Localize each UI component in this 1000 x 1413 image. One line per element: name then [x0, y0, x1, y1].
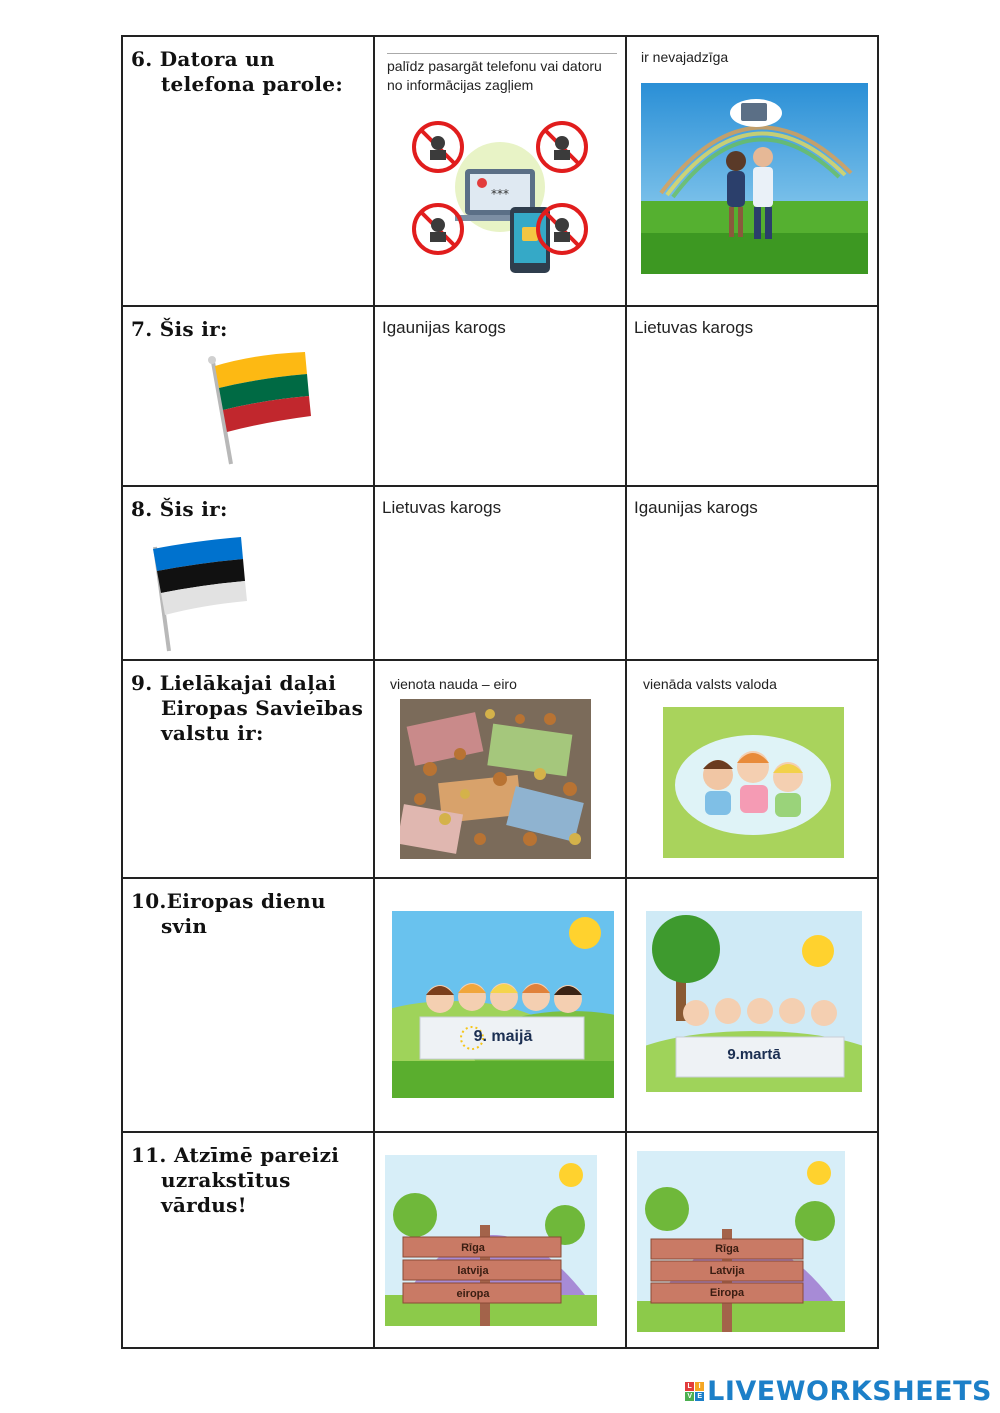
password-protection-icon [410, 117, 590, 277]
question-cell [122, 660, 374, 878]
option-label: Igaunijas karogs [634, 498, 758, 517]
children-languages-image [663, 707, 844, 858]
option-caption: ir nevajadzīga [641, 49, 729, 65]
answer-option-b[interactable] [626, 660, 878, 878]
answer-option-a[interactable] [374, 660, 626, 878]
logo-mark-icon: L I V E [685, 1382, 704, 1401]
answer-option-a[interactable] [374, 878, 626, 1132]
answer-option-a[interactable] [374, 486, 626, 660]
word-latvija-capital: Latvija [709, 1265, 745, 1277]
may-date-label: 9. maijā [473, 1028, 533, 1045]
question-row-8 [122, 486, 878, 660]
option-caption: vienāda valsts valoda [643, 676, 777, 692]
question-text: 6. Datora un telefona parole: [131, 47, 344, 96]
answer-option-b[interactable] [626, 306, 878, 486]
option-label: Lietuvas karogs [382, 498, 502, 517]
option-label: Lietuvas karogs [634, 318, 754, 337]
option-caption: vienota nauda – eiro [390, 676, 517, 692]
question-cell [122, 486, 374, 660]
europe-day-may-image [392, 911, 614, 1098]
question-row-9 [122, 660, 878, 878]
signpost-lowercase-image [385, 1155, 597, 1326]
option-label: Igaunijas karogs [382, 318, 506, 337]
question-row-7 [122, 306, 878, 486]
question-cell [122, 306, 374, 486]
question-row-11 [122, 1132, 878, 1348]
question-row-10 [122, 878, 878, 1132]
answer-option-b[interactable] [626, 878, 878, 1132]
answer-option-b[interactable] [626, 36, 878, 306]
march-date-label: 9.martā [727, 1046, 781, 1063]
europe-day-march-image [646, 911, 862, 1092]
word-latvija: latvija [457, 1265, 489, 1277]
question-text: 9. Lielākajai daļai Eiropas Savieības valstu ir: [131, 671, 364, 745]
lithuania-flag-icon [205, 352, 315, 467]
euro-money-image [400, 699, 591, 859]
svg-text:***: *** [491, 187, 509, 201]
question-text: 7. Šis ir: [131, 317, 228, 341]
question-text: 11. Atzīmē pareizi uzrakstītus vārdus! [131, 1143, 340, 1217]
word-eiropa: eiropa [456, 1288, 490, 1300]
question-cell [122, 1132, 374, 1348]
question-text: 8. Šis ir: [131, 497, 228, 521]
question-cell [122, 878, 374, 1132]
question-row-6 [122, 36, 878, 306]
logo-text: LIVEWORKSHEETS [707, 1376, 992, 1407]
estonia-flag-icon [149, 533, 253, 653]
word-riga: Rīga [461, 1242, 485, 1254]
answer-option-b[interactable] [626, 1132, 878, 1348]
couple-meadow-image [641, 83, 868, 274]
answer-option-a[interactable] [374, 1132, 626, 1348]
question-cell [122, 36, 374, 306]
word-riga-capital: Rīga [715, 1243, 739, 1255]
worksheet-table [121, 35, 879, 1349]
answer-option-a[interactable] [374, 306, 626, 486]
liveworksheets-logo [685, 1376, 992, 1407]
answer-option-a[interactable] [374, 36, 626, 306]
signpost-capitalized-image [637, 1151, 845, 1332]
option-caption: palīdz pasargāt telefonu vai datoru no informācijas zagļiem [387, 53, 617, 95]
question-text: 10.Eiropas dienu svin [131, 889, 326, 938]
word-eiropa-capital: Eiropa [709, 1287, 745, 1299]
answer-option-b[interactable] [626, 486, 878, 660]
